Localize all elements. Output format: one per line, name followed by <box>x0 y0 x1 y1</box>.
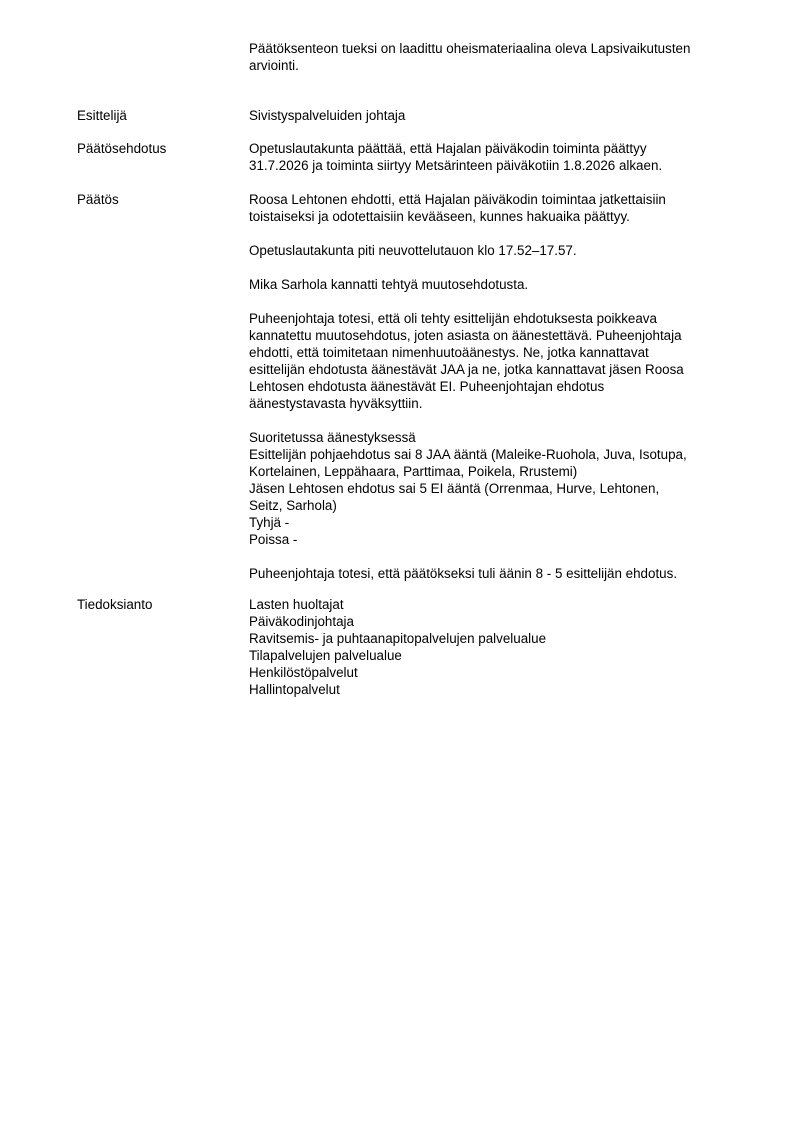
content-line: Jäsen Lehtosen ehdotus sai 5 EI ääntä (Orrenmaa, Hurve, Lehtonen, <box>249 481 660 496</box>
recipient-item: Ravitsemis- ja puhtaanapitopalvelujen palvelualue <box>249 631 547 646</box>
paragraph-break <box>249 242 739 259</box>
paragraph-vote-result <box>249 429 739 548</box>
section-content <box>249 107 739 124</box>
section-label: Päätösehdotus <box>77 141 167 156</box>
content-line: Roosa Lehtonen ehdotti, että Hajalan päiväkodin toimintaa jatkettaisiin <box>249 192 666 207</box>
paragraph-decision <box>249 565 739 582</box>
content-line: äänestystavasta hyväksyttiin. <box>249 396 423 411</box>
intro-line: Päätöksenteon tueksi on laadittu oheismateriaalina oleva Lapsivaikutusten <box>249 41 691 56</box>
recipient-item: Hallintopalvelut <box>249 682 340 697</box>
intro-text <box>249 40 739 74</box>
blank-line <box>249 293 739 310</box>
content-line: Opetuslautakunta päättää, että Hajalan päiväkodin toiminta päättyy <box>249 141 647 156</box>
content-line: Esittelijän pohjaehdotus sai 8 JAA ääntä (Maleike-Ruohola, Juva, Isotupa, <box>249 447 687 462</box>
content-line: Kortelainen, Leppähaara, Parttimaa, Poikela, Rrustemi) <box>249 464 578 479</box>
content-line: kannatettu muutosehdotus, joten asiasta on äänestettävä. Puheenjohtaja <box>249 328 682 343</box>
content-line: Sivistyspalveluiden johtaja <box>249 108 406 123</box>
section-content <box>249 191 739 582</box>
content-line: toistaiseksi ja odotettaisiin kevääseen, kunnes hakuaika päättyy. <box>249 209 630 224</box>
content-line: ehdotti, että toimitetaan nimenhuutoäänestys. Ne, jotka kannattavat <box>249 345 649 360</box>
section-label: Tiedoksianto <box>77 597 153 612</box>
content-line: Tyhjä - <box>249 515 290 530</box>
content-line: Suoritetussa äänestyksessä <box>249 430 416 445</box>
content-line: Lehtosen ehdotusta äänestävät EI. Puheenjohtajan ehdotus <box>249 379 605 394</box>
recipient-item: Henkilöstöpalvelut <box>249 665 358 680</box>
content-line: Seitz, Sarhola) <box>249 498 337 513</box>
blank-line <box>249 412 739 429</box>
section-label: Päätös <box>77 192 119 207</box>
blank-line <box>249 259 739 276</box>
content-line: Poissa - <box>249 532 298 547</box>
content-line: esittelijän ehdotusta äänestävät JAA ja ne, jotka kannattavat jäsen Roosa <box>249 362 684 377</box>
content-line: Mika Sarhola kannatti tehtyä muutosehdotusta. <box>249 277 529 292</box>
recipient-item: Päiväkodinjohtaja <box>249 614 354 629</box>
content-line: Puheenjohtaja totesi, että oli tehty esittelijän ehdotuksesta poikkeava <box>249 311 657 326</box>
paragraph-vote-procedure <box>249 310 739 412</box>
paragraph-lehtonen-proposal <box>249 191 739 225</box>
content-line: Puheenjohtaja totesi, että päätökseksi tuli äänin 8 - 5 esittelijän ehdotus. <box>249 566 678 581</box>
intro-line: arviointi. <box>249 58 299 73</box>
section-content <box>249 596 739 698</box>
section-label: Esittelijä <box>77 108 127 123</box>
content-line: 31.7.2026 ja toiminta siirtyy Metsärinteen päiväkotiin 1.8.2026 alkaen. <box>249 158 663 173</box>
paragraph-support <box>249 276 739 293</box>
content-line: Opetuslautakunta piti neuvottelutauon klo 17.52–17.57. <box>249 243 577 258</box>
blank-line <box>249 548 739 565</box>
blank-line <box>249 225 739 242</box>
recipient-item: Lasten huoltajat <box>249 597 344 612</box>
section-content <box>249 140 739 174</box>
recipient-item: Tilapalvelujen palvelualue <box>249 648 402 663</box>
